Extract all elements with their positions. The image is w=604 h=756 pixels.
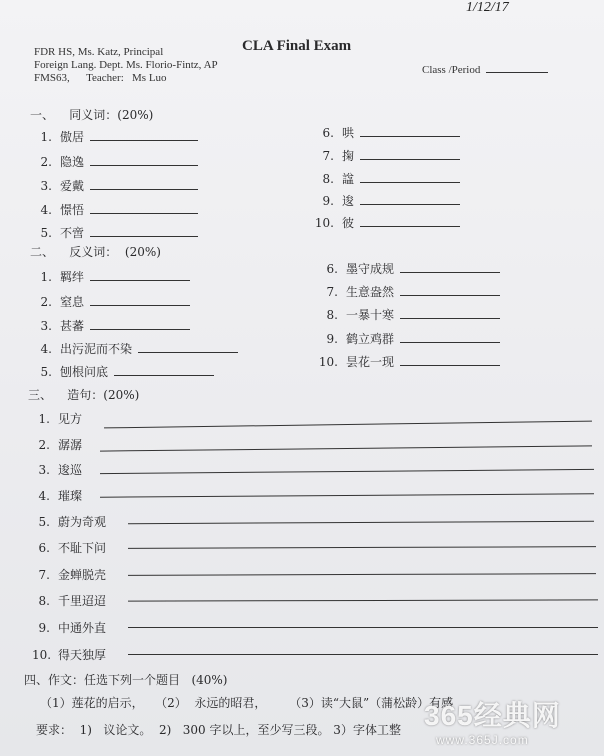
item-number: 3. bbox=[40, 319, 52, 333]
s2-item-4 bbox=[34, 340, 238, 357]
sentence-line-6 bbox=[128, 546, 596, 549]
s3-item-6 bbox=[32, 539, 106, 556]
item-word: 不啻 bbox=[60, 226, 85, 240]
item-word: 傲居 bbox=[60, 130, 85, 144]
s2-item-1 bbox=[34, 268, 190, 285]
answer-blank bbox=[90, 328, 190, 330]
answer-blank bbox=[138, 351, 238, 353]
answer-blank bbox=[114, 374, 214, 376]
s2-item-9 bbox=[318, 330, 500, 347]
sentence-line-4 bbox=[100, 493, 594, 497]
item-number: 6. bbox=[322, 126, 334, 140]
item-word: 諡 bbox=[342, 172, 355, 186]
watermark-brand: 365经典网 bbox=[424, 700, 561, 731]
item-number: 9. bbox=[38, 621, 50, 635]
item-number: 7. bbox=[322, 149, 334, 163]
answer-blank bbox=[90, 188, 198, 190]
item-number: 3. bbox=[38, 463, 50, 477]
answer-blank bbox=[360, 225, 460, 227]
essay-topics: （1）莲花的启示， （2） 永远的昭君， （3）读“大鼠”（蒲松龄）有感 bbox=[40, 696, 454, 710]
s3-item-3 bbox=[32, 461, 82, 478]
item-number: 10. bbox=[314, 216, 334, 230]
s3-item-5 bbox=[32, 513, 106, 530]
item-word: 生意盎然 bbox=[346, 285, 395, 299]
item-word: 昙花一现 bbox=[346, 355, 395, 369]
answer-blank bbox=[90, 235, 198, 237]
item-word: 一暴十寒 bbox=[346, 308, 395, 322]
s2-item-5 bbox=[34, 363, 214, 380]
answer-blank bbox=[360, 158, 460, 160]
sentence-line-8 bbox=[128, 599, 598, 601]
date-mark: 1/12/17 bbox=[466, 0, 509, 15]
answer-blank bbox=[90, 212, 198, 214]
answer-blank bbox=[360, 135, 460, 137]
item-word: 出污泥而不染 bbox=[60, 342, 133, 356]
item-number: 5. bbox=[40, 226, 52, 240]
answer-blank bbox=[90, 304, 190, 306]
s3-item-2 bbox=[32, 436, 82, 453]
s1-item-4 bbox=[34, 201, 198, 218]
item-number: 9. bbox=[326, 332, 338, 346]
item-number: 1. bbox=[38, 412, 50, 426]
answer-blank bbox=[360, 181, 460, 183]
item-number: 2. bbox=[40, 295, 52, 309]
item-word: 爱戴 bbox=[60, 179, 85, 193]
item-number: 8. bbox=[38, 594, 50, 608]
section2-heading: 二、 反义词： (20%) bbox=[30, 245, 161, 259]
item-number: 7. bbox=[326, 285, 338, 299]
answer-blank bbox=[360, 203, 460, 205]
item-number: 1. bbox=[40, 270, 52, 284]
item-word: 鹤立鸡群 bbox=[346, 332, 395, 346]
s2-item-6 bbox=[318, 260, 500, 277]
item-word: 得天独厚 bbox=[58, 648, 107, 662]
item-number: 4. bbox=[40, 342, 52, 356]
s1-item-2 bbox=[34, 153, 198, 170]
item-number: 8. bbox=[322, 172, 334, 186]
item-word: 甚蕃 bbox=[60, 319, 85, 333]
header-line-3: FMS63, Teacher: Ms Luo bbox=[34, 72, 167, 84]
item-word: 不耻下问 bbox=[58, 541, 107, 555]
item-number: 8. bbox=[326, 308, 338, 322]
s3-item-10 bbox=[32, 646, 106, 663]
s1-item-9 bbox=[314, 192, 460, 209]
item-word: 哄 bbox=[342, 126, 355, 140]
item-number: 3. bbox=[40, 179, 52, 193]
section3-heading: 三、 造句：(20%) bbox=[28, 388, 140, 402]
s3-item-7 bbox=[32, 566, 106, 583]
sentence-line-3 bbox=[100, 469, 594, 474]
s2-item-3 bbox=[34, 317, 190, 334]
item-number: 5. bbox=[40, 365, 52, 379]
sentence-line-2 bbox=[100, 445, 592, 451]
answer-blank bbox=[90, 279, 190, 281]
s2-item-10 bbox=[318, 353, 500, 370]
class-period-label bbox=[422, 64, 548, 76]
item-number: 4. bbox=[38, 489, 50, 503]
item-word: 彼 bbox=[342, 216, 355, 230]
s3-item-9 bbox=[32, 619, 106, 636]
sentence-line-5 bbox=[128, 521, 594, 524]
header-line-2: Foreign Lang. Dept. Ms. Florio-Fintz, AP bbox=[34, 59, 218, 71]
item-word: 憬悟 bbox=[60, 203, 85, 217]
sentence-line-1 bbox=[104, 421, 592, 429]
item-word: 隐逸 bbox=[60, 155, 85, 169]
sentence-line-7 bbox=[128, 573, 596, 576]
item-word: 蔚为奇观 bbox=[58, 515, 107, 529]
sentence-line-9 bbox=[128, 627, 598, 628]
s2-item-8 bbox=[318, 306, 500, 323]
s3-item-4 bbox=[32, 487, 82, 504]
item-word: 羁绊 bbox=[60, 270, 85, 284]
class-period-blank bbox=[486, 71, 548, 73]
s2-item-2 bbox=[34, 293, 190, 310]
answer-blank bbox=[400, 271, 500, 273]
s2-item-7 bbox=[318, 283, 500, 300]
s1-item-10 bbox=[314, 214, 460, 231]
s1-item-6 bbox=[314, 124, 460, 141]
s1-item-8 bbox=[314, 170, 460, 187]
item-word: 璀璨 bbox=[58, 489, 83, 503]
s3-item-1 bbox=[32, 410, 82, 427]
section4-heading: 四、作文：任选下列一个题目 (40%) bbox=[24, 673, 228, 687]
item-number: 4. bbox=[40, 203, 52, 217]
answer-blank bbox=[400, 341, 500, 343]
item-word: 中通外直 bbox=[58, 621, 107, 635]
item-word: 墨守成规 bbox=[346, 262, 395, 276]
item-word: 窒息 bbox=[60, 295, 85, 309]
item-number: 6. bbox=[38, 541, 50, 555]
item-number: 10. bbox=[32, 648, 52, 662]
s1-item-5 bbox=[34, 224, 198, 241]
item-number: 2. bbox=[40, 155, 52, 169]
answer-blank bbox=[400, 364, 500, 366]
class-period-text: Class /Period bbox=[422, 64, 481, 76]
s1-item-1 bbox=[34, 128, 198, 145]
answer-blank bbox=[90, 139, 198, 141]
item-word: 金蝉脱壳 bbox=[58, 568, 107, 582]
item-word: 逡 bbox=[342, 194, 355, 208]
item-number: 7. bbox=[38, 568, 50, 582]
item-word: 逡巡 bbox=[58, 463, 83, 477]
exam-title: CLA Final Exam bbox=[242, 38, 352, 54]
essay-requirements: 要求： 1) 议论文。 2) 300 字以上，至少写三段。 3）字体工整 bbox=[36, 723, 401, 737]
s3-item-8 bbox=[32, 592, 106, 609]
item-number: 10. bbox=[318, 355, 338, 369]
answer-blank bbox=[400, 294, 500, 296]
section1-heading: 一、 同义词：(20%) bbox=[30, 108, 154, 122]
watermark-url: www.365J.com bbox=[436, 733, 529, 747]
answer-blank bbox=[90, 164, 198, 166]
answer-blank bbox=[400, 317, 500, 319]
item-number: 6. bbox=[326, 262, 338, 276]
item-number: 2. bbox=[38, 438, 50, 452]
item-word: 潺潺 bbox=[58, 438, 83, 452]
item-word: 见方 bbox=[58, 412, 83, 426]
item-word: 千里迢迢 bbox=[58, 594, 107, 608]
sentence-line-10 bbox=[128, 654, 598, 655]
item-number: 1. bbox=[40, 130, 52, 144]
item-word: 掬 bbox=[342, 149, 355, 163]
item-word: 刨根问底 bbox=[60, 365, 109, 379]
header-line-1: FDR HS, Ms. Katz, Principal bbox=[34, 46, 164, 58]
s1-item-7 bbox=[314, 147, 460, 164]
s1-item-3 bbox=[34, 177, 198, 194]
item-number: 5. bbox=[38, 515, 50, 529]
item-number: 9. bbox=[322, 194, 334, 208]
